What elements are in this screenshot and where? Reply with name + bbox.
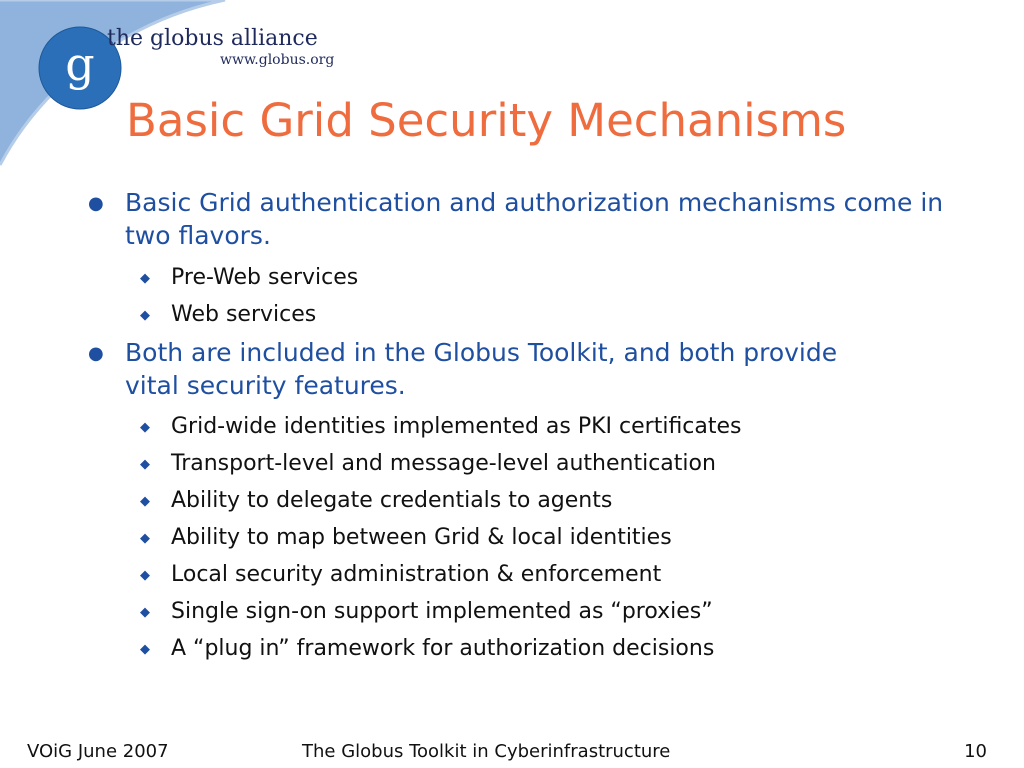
- sub-bullet-item: [140, 562, 940, 595]
- footer-event: VOiG June 2007: [27, 741, 169, 762]
- sub-bullet-item: [140, 636, 940, 669]
- brand-name: the globus alliance: [107, 26, 318, 51]
- sub-bullet-text: A “plug in” framework for authorization decisions: [171, 636, 715, 661]
- sub-bullet-text: Ability to map between Grid & local identities: [171, 525, 672, 550]
- sub-bullet-text: Grid-wide identities implemented as PKI certificates: [171, 414, 742, 439]
- diamond-bullet-icon: ◆: [140, 642, 150, 657]
- diamond-bullet-icon: ◆: [140, 494, 150, 509]
- diamond-bullet-icon: ◆: [140, 420, 150, 435]
- diamond-bullet-icon: ◆: [140, 605, 150, 620]
- sub-bullet-text: Transport-level and message-level authentication: [171, 451, 716, 476]
- sub-bullet-text: Single sign-on support implemented as “proxies”: [171, 599, 713, 624]
- sub-bullet-item: [140, 302, 940, 335]
- sub-bullet-text: Pre-Web services: [171, 265, 359, 290]
- bullet-dot-icon: ●: [88, 193, 104, 214]
- sub-bullet-text: Web services: [171, 302, 317, 327]
- diamond-bullet-icon: ◆: [140, 457, 150, 472]
- sub-bullet-item: [140, 265, 940, 298]
- bullet-text: Basic Grid authentication and authorization mechanisms come in two flavors.: [125, 188, 944, 250]
- sub-bullet-item: [140, 525, 940, 558]
- sub-bullet-text: Local security administration & enforcement: [171, 562, 662, 587]
- sub-bullet-item: [140, 599, 940, 632]
- slide-title: Basic Grid Security Mechanisms: [126, 94, 847, 147]
- sub-bullet-item: [140, 488, 940, 521]
- sub-bullet-item: [140, 451, 940, 484]
- sub-bullet-text: Ability to delegate credentials to agents: [171, 488, 613, 513]
- diamond-bullet-icon: ◆: [140, 568, 150, 583]
- bullet-text: Both are included in the Globus Toolkit, and both provide vital security features.: [125, 338, 838, 400]
- footer-title: The Globus Toolkit in Cyberinfrastructure: [302, 741, 671, 762]
- diamond-bullet-icon: ◆: [140, 271, 150, 286]
- diamond-bullet-icon: ◆: [140, 308, 150, 323]
- sub-bullet-item: [140, 414, 940, 447]
- bullet-dot-icon: ●: [88, 343, 104, 364]
- diamond-bullet-icon: ◆: [140, 531, 150, 546]
- page-number: 10: [964, 741, 987, 762]
- brand-url: www.globus.org: [220, 52, 335, 68]
- logo-letter: g: [65, 37, 95, 91]
